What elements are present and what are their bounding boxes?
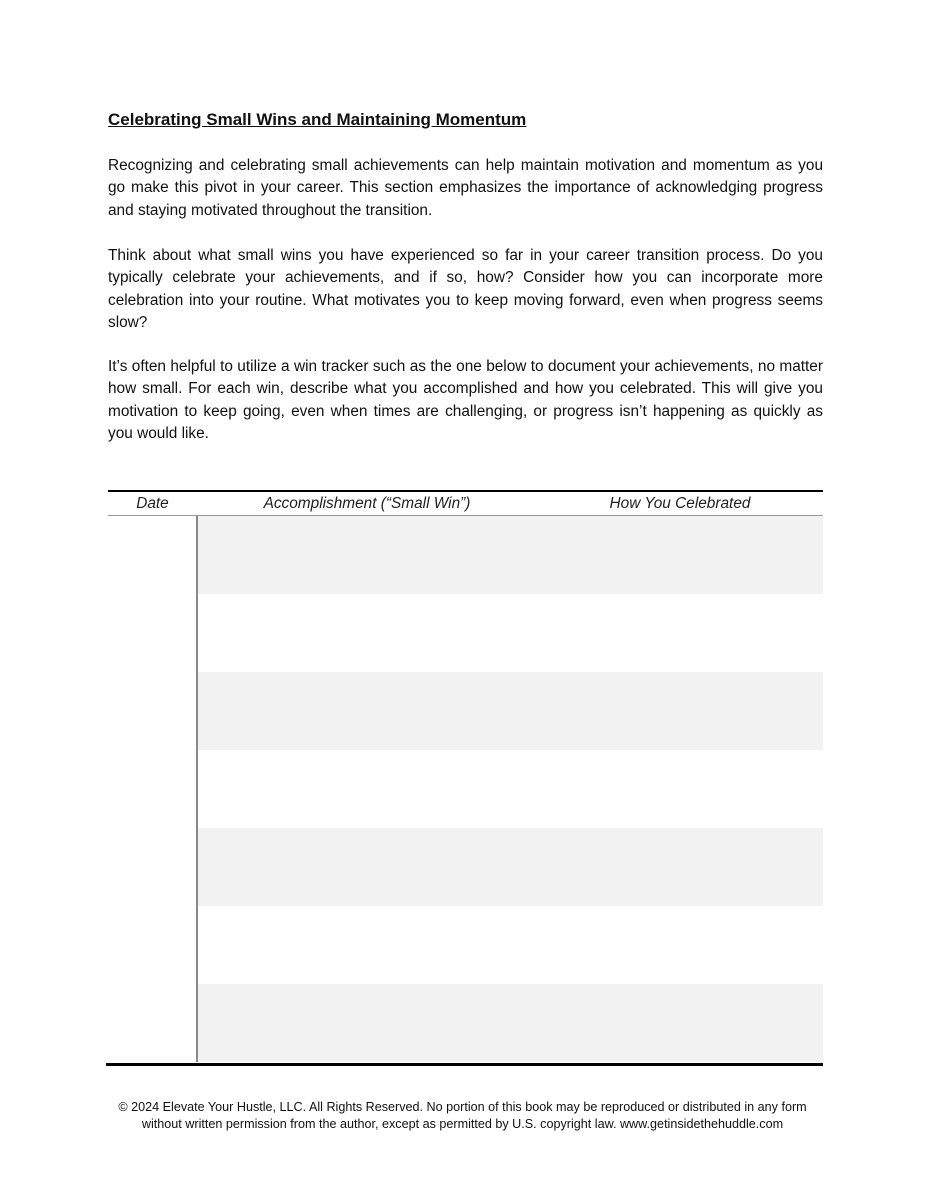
accomplishment-cell[interactable] [198,594,511,672]
footer-line-1: © 2024 Elevate Your Hustle, LLC. All Rights Reserved. No portion of this book may be reproduced or distributed in any form [118,1100,807,1114]
accomplishment-cell[interactable] [198,906,511,984]
celebration-cell[interactable] [511,672,824,750]
accomplishment-cell[interactable] [198,750,511,828]
page-title: Celebrating Small Wins and Maintaining Momentum [108,110,527,129]
footer-line-2: without written permission from the author, except as permitted by U.S. copyright law. www.getinsidethehuddle.com [141,1117,784,1131]
date-cell[interactable] [108,672,198,750]
date-cell[interactable] [108,750,198,828]
celebration-cell[interactable] [511,516,824,594]
table-bottom-rule [106,1063,823,1066]
celebration-cell[interactable] [511,906,824,984]
table-row [108,750,823,828]
accomplishment-cell[interactable] [198,672,511,750]
celebration-cell[interactable] [511,984,824,1062]
accomplishment-cell[interactable] [198,984,511,1062]
celebration-cell[interactable] [511,828,824,906]
date-cell[interactable] [108,516,198,594]
accomplishment-cell[interactable] [198,516,511,594]
table-row [108,828,823,906]
date-cell[interactable] [108,594,198,672]
table-body [108,516,823,1062]
table-row [108,906,823,984]
date-cell[interactable] [108,906,198,984]
win-tracker-table [108,490,823,1062]
accomplishment-cell[interactable] [198,828,511,906]
table-row [108,594,823,672]
header-how-celebrated: How You Celebrated [609,495,751,512]
header-date: Date [136,495,169,512]
reflection-paragraph: Think about what small wins you have experienced so far in your career transition process. Do you typically celebrate your achievements, and if so, how? Consider how you can incorporate more celebration into your routine. What motivates you to keep moving forward, even when progress seems slow? [108,247,823,331]
celebration-cell[interactable] [511,750,824,828]
table-header [108,492,823,516]
celebration-cell[interactable] [511,594,824,672]
header-accomplishment: Accomplishment (“Small Win”) [263,495,471,512]
table-row [108,516,823,594]
date-cell[interactable] [108,984,198,1062]
intro-paragraph: Recognizing and celebrating small achievements can help maintain motivation and momentum as you go make this pivot in your career. This section emphasizes the importance of acknowledging progress and staying motivated throughout the transition. [108,157,823,219]
copyright-footer [0,1099,925,1133]
win-tracker-paragraph: It’s often helpful to utilize a win tracker such as the one below to document your achievements, no matter how small. For each win, describe what you accomplished and how you celebrated. This will give you motivation to keep going, even when times are challenging, or progress isn’t happening as quickly as you would like. [108,358,823,442]
table-row [108,672,823,750]
date-cell[interactable] [108,828,198,906]
table-row [108,984,823,1062]
